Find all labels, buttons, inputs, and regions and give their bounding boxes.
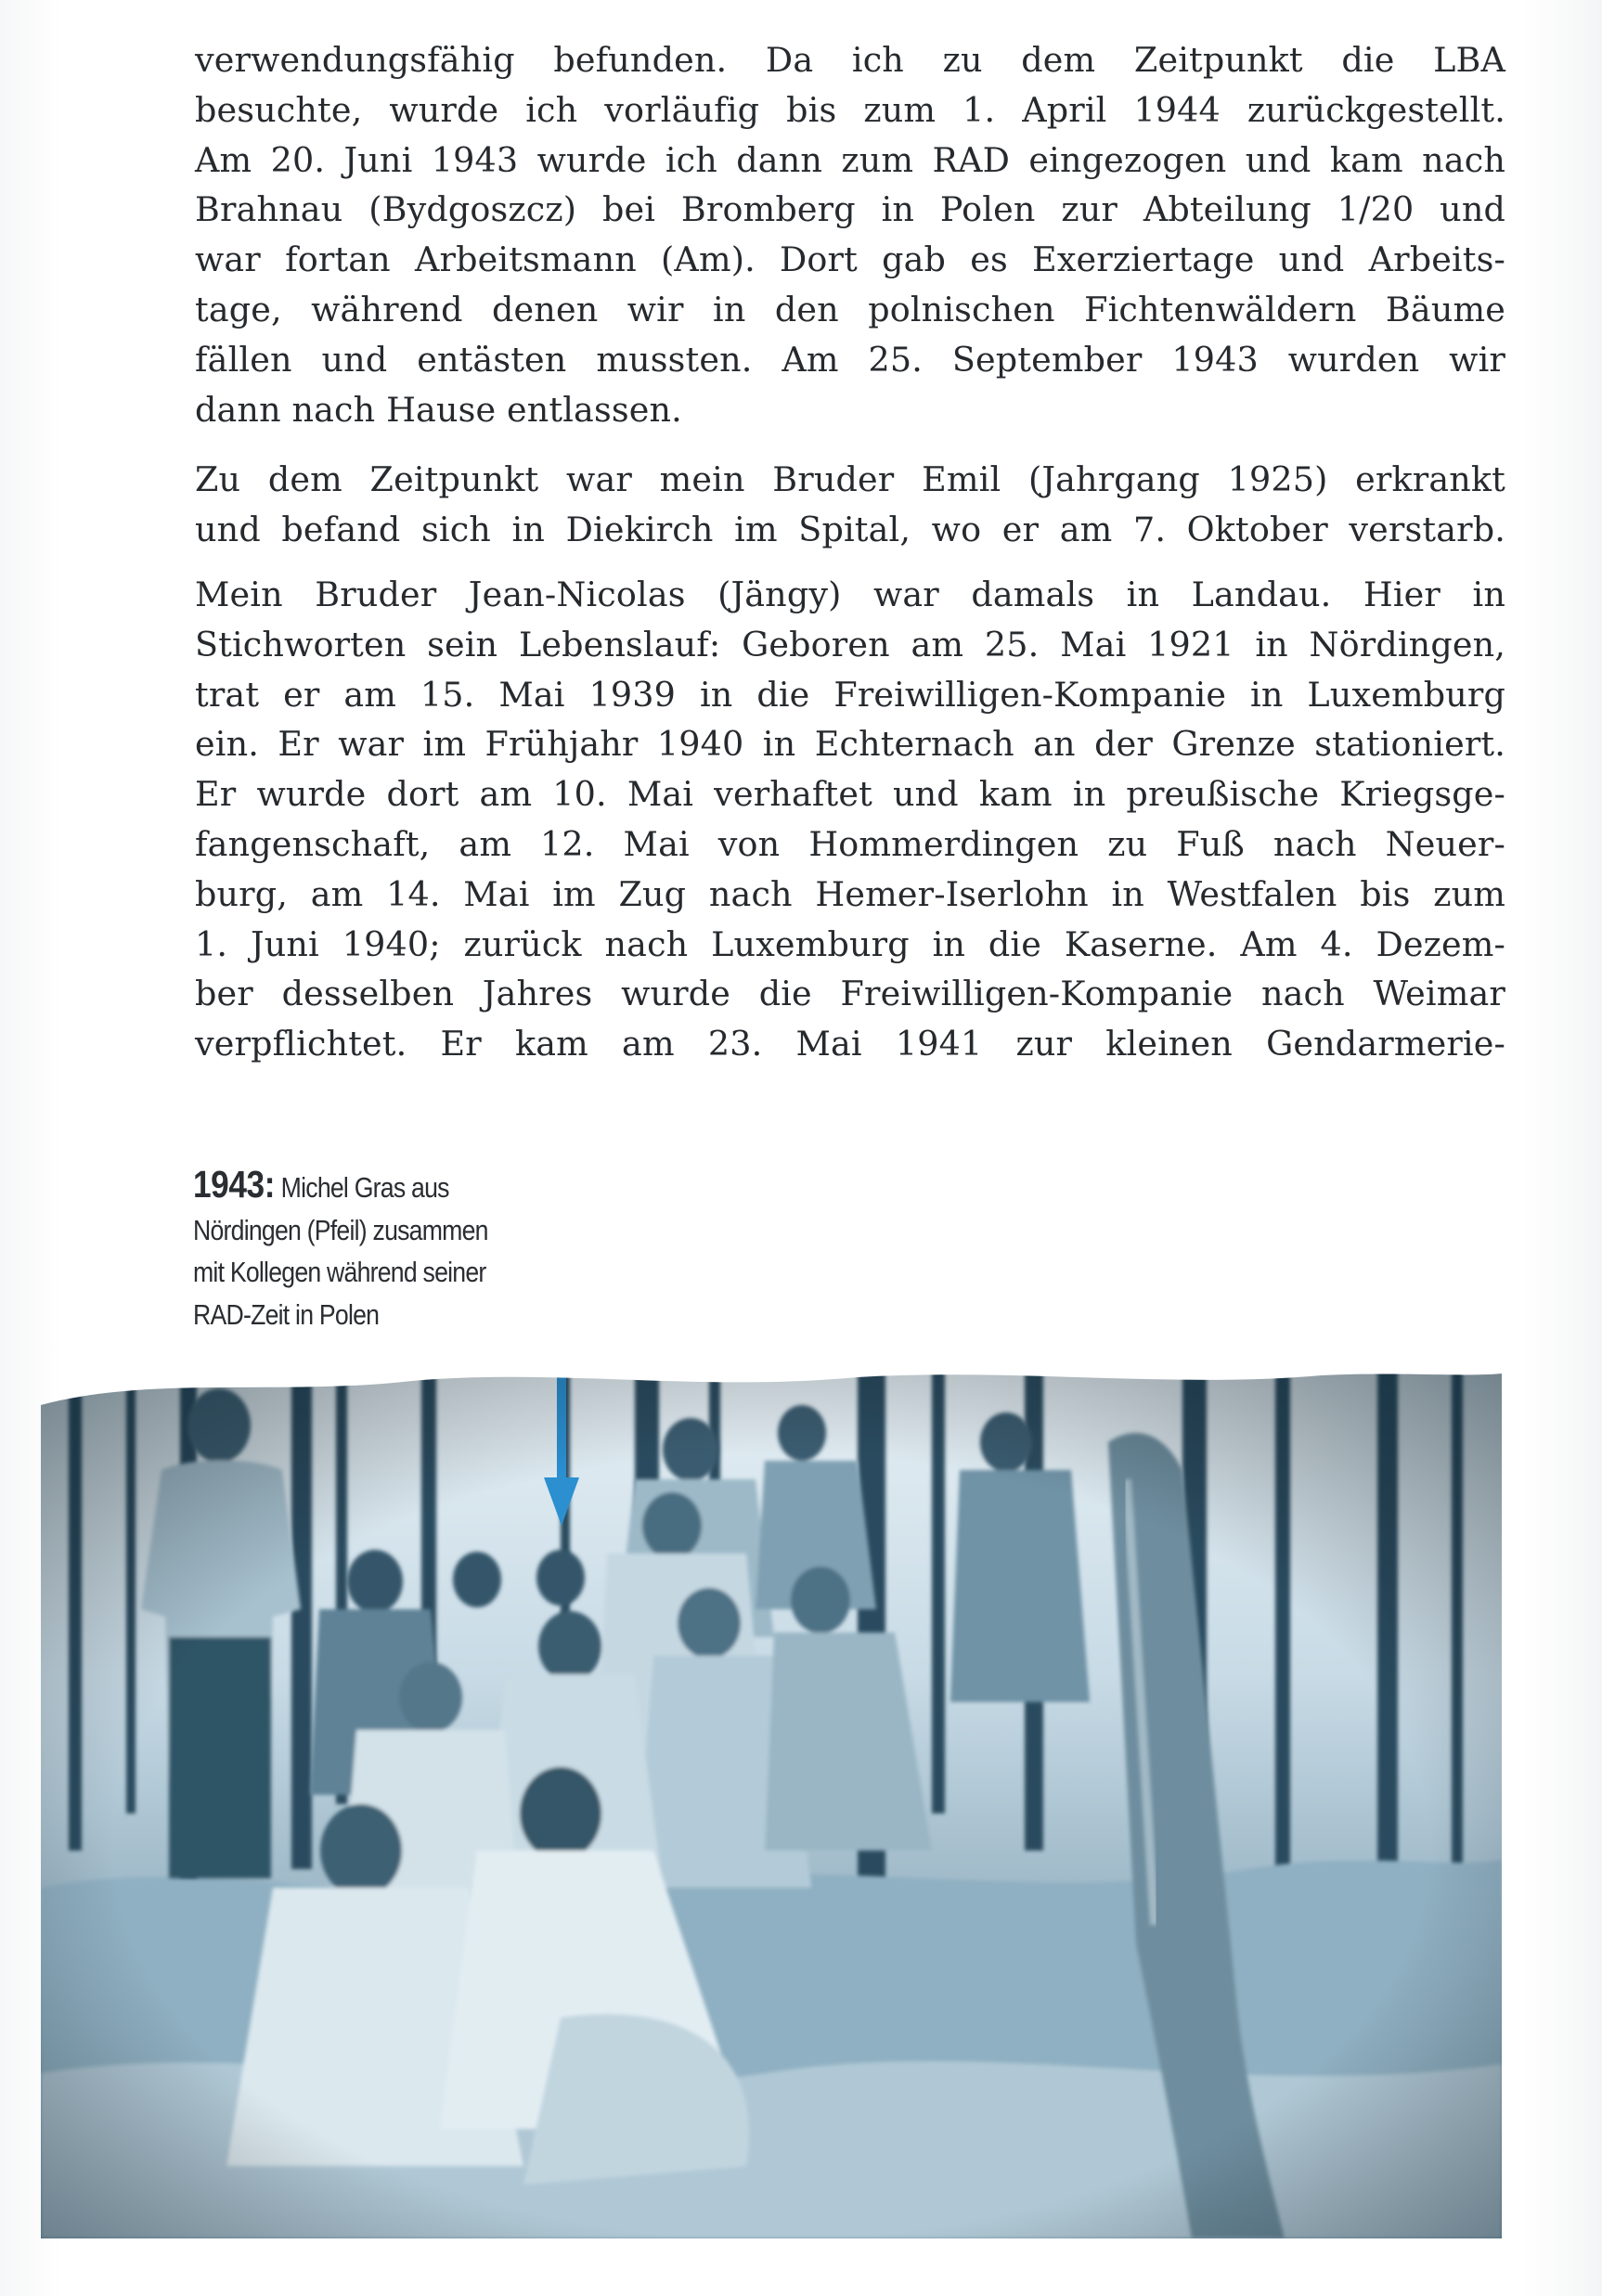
text-line: Am 20. Juni 1943 wurde ich dann zum RAD eingezogen und kam nach (195, 139, 1505, 180)
text-line: ein. Er war im Frühjahr 1940 in Echternach an der Grenze stationiert. (195, 724, 1505, 765)
text-line: burg, am 14. Mai im Zug nach Hemer-Iserlohn in Westfalen bis zum (195, 873, 1505, 914)
text-line: tage, während denen wir in den polnischen Fichtenwäldern Bäume (195, 289, 1505, 329)
text-line: und befand sich in Diekirch im Spital, wo er am 7. Oktober verstarb. (195, 510, 1505, 550)
text-line: verpflichtet. Er kam am 23. Mai 1941 zur kleinen Gendarmerie- (195, 1024, 1505, 1064)
text-line: fällen und entästen mussten. Am 25. September 1943 wurden wir (195, 339, 1505, 380)
text-line: dann nach Hause entlassen. (195, 389, 682, 430)
text-line: verwendungsfähig befunden. Da ich zu dem Zeitpunkt die LBA (195, 40, 1505, 80)
historical-photo (41, 1368, 1502, 2238)
caption-text: RAD-Zeit in Polen (193, 1297, 380, 1331)
text-line: trat er am 15. Mai 1939 in die Freiwilligen-Kompanie in Luxemburg (195, 674, 1505, 715)
caption-text: mit Kollegen während seiner (193, 1256, 486, 1288)
caption-year: 1943: (193, 1163, 276, 1206)
text-line: besuchte, wurde ich vorläufig bis zum 1. April 1944 zurückgestellt. (195, 89, 1505, 130)
text-line: war fortan Arbeitsmann (Am). Dort gab es Exerziertage und Arbeits- (195, 239, 1505, 280)
text-line: fangenschaft, am 12. Mai von Hommerdingen zu Fuß nach Neuer- (195, 823, 1505, 864)
body-text (195, 35, 1505, 1069)
text-line: ber desselben Jahres wurde die Freiwilligen-Kompanie nach Weimar (195, 974, 1505, 1014)
text-line: 1. Juni 1940; zurück nach Luxemburg in die Kaserne. Am 4. Dezem- (195, 923, 1505, 964)
photo-illustration (41, 1368, 1502, 2238)
caption-text: Nördingen (Pfeil) zusammen (193, 1213, 488, 1246)
text-line: Stichworten sein Lebenslauf: Geboren am 25. Mai 1921 in Nördingen, (195, 624, 1505, 664)
caption-text: Michel Gras aus (280, 1171, 449, 1204)
photo-caption (193, 1164, 528, 1335)
text-line: Mein Bruder Jean-Nicolas (Jängy) war damals in Landau. Hier in (195, 574, 1505, 614)
text-line: Er wurde dort am 10. Mai verhaftet und kam in preußische Kriegsge- (195, 774, 1505, 815)
text-line: Zu dem Zeitpunkt war mein Bruder Emil (Jahrgang 1925) erkrankt (195, 459, 1505, 500)
text-line: Brahnau (Bydgoszcz) bei Bromberg in Polen zur Abteilung 1/20 und (195, 189, 1505, 230)
